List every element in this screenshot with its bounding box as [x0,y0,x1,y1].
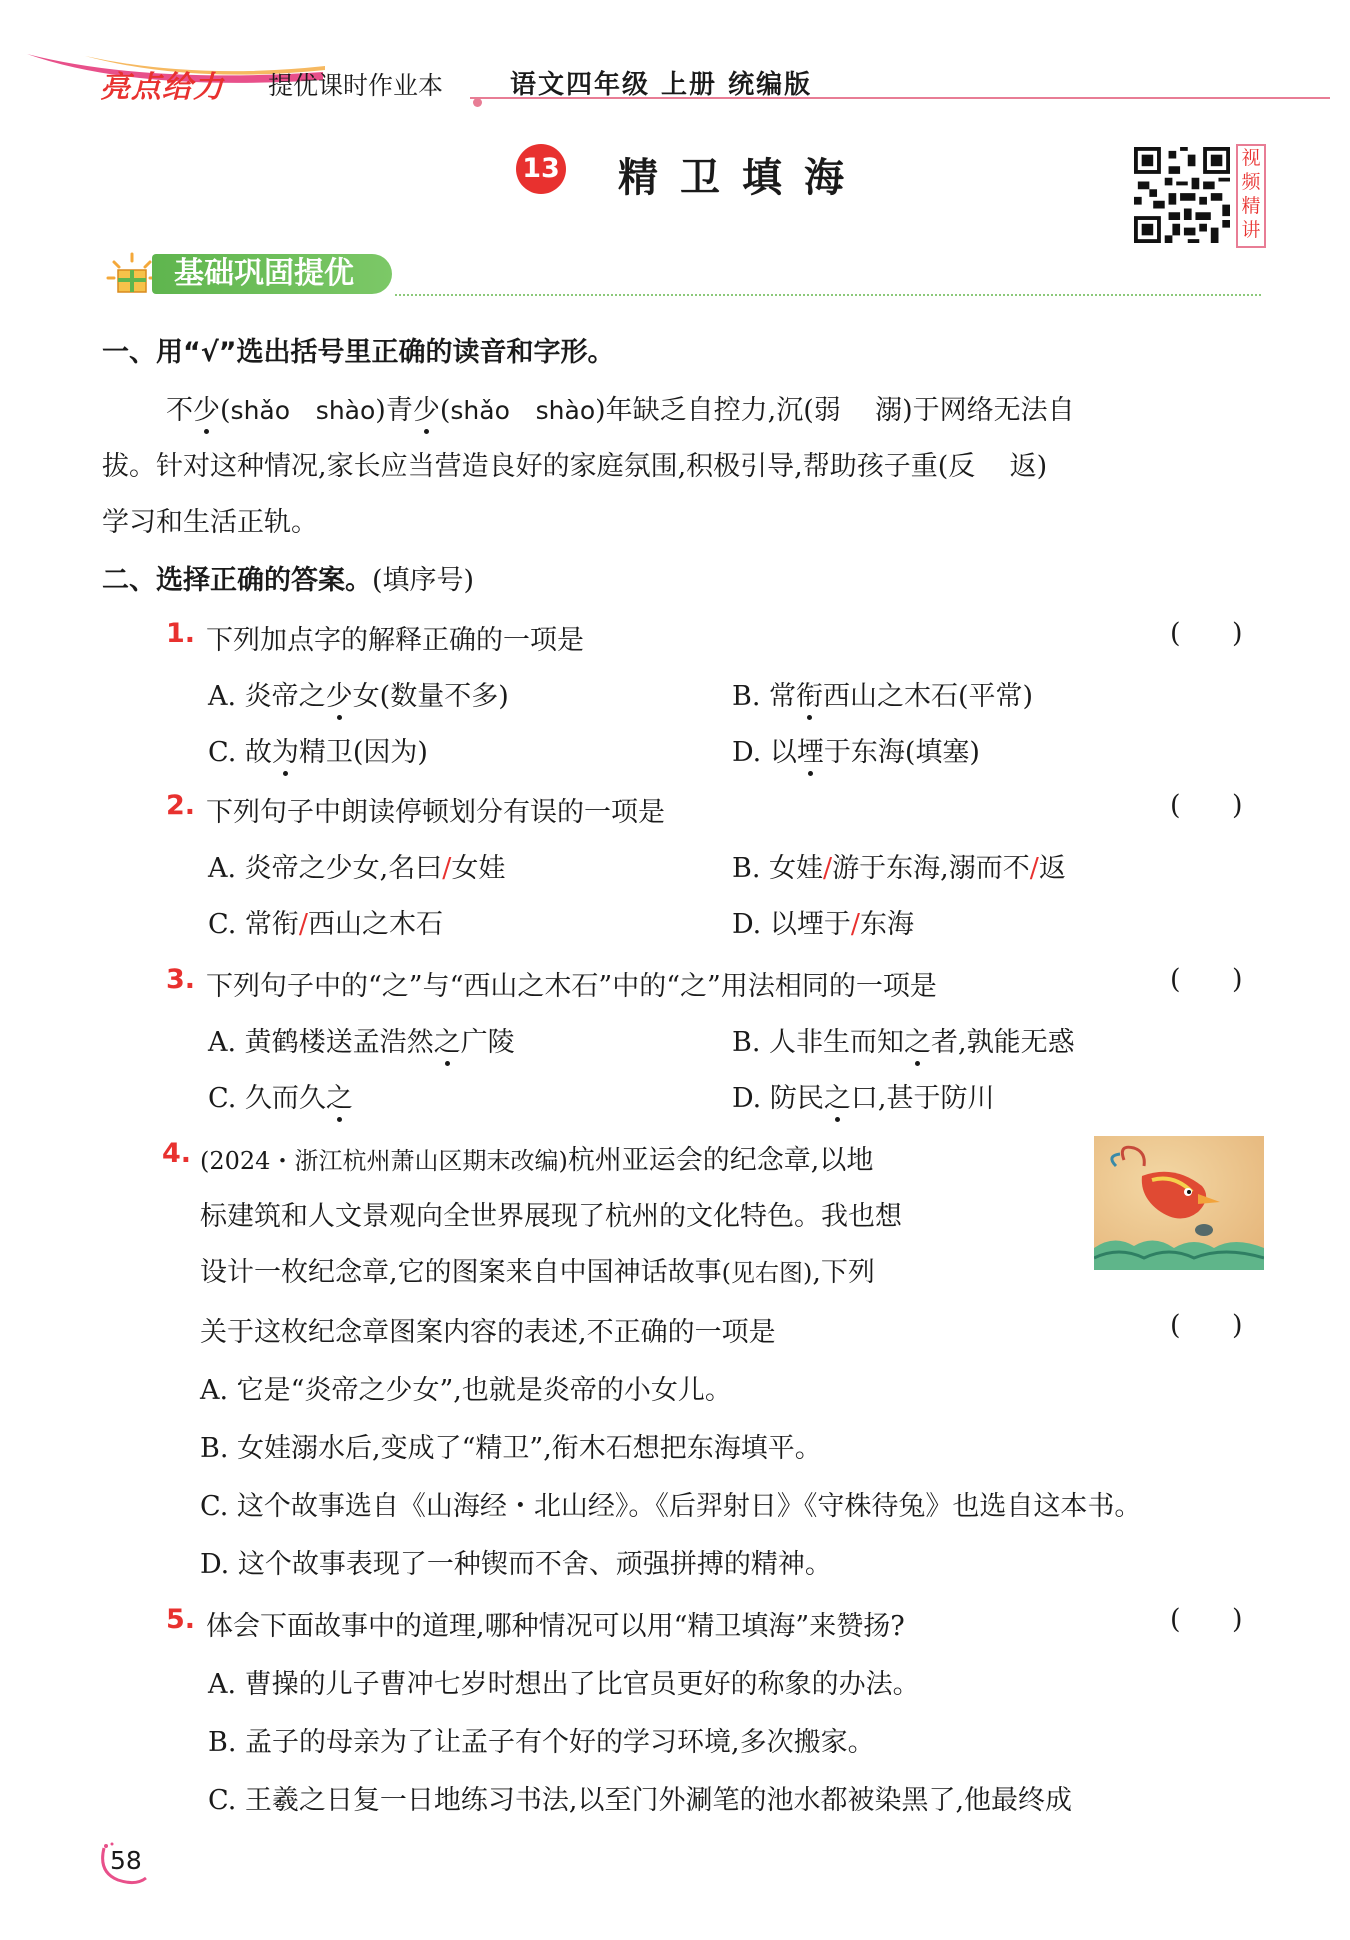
qr-code-icon[interactable] [1134,145,1230,245]
q3-option-d[interactable] [732,1076,994,1115]
text: 者,孰能无惑 [931,1027,1075,1058]
q1-option-a[interactable] [208,674,509,713]
q2-stem: 下列句子中朗读停顿划分有误的一项是 [206,797,665,828]
video-explain-label: 视频精讲 [1236,144,1266,248]
text: )年缺乏自控力,沉(弱 溺)于网络无法自 [595,395,1075,426]
q3-option-c[interactable] [208,1076,353,1115]
part1-line1 [166,388,1075,427]
text: D. 防民 [732,1083,824,1114]
q4-line3 [200,1250,875,1289]
text: )青 [375,395,413,426]
part1-heading [102,330,615,369]
q2-option-d[interactable] [732,902,914,941]
text: 西山之木石 [307,909,443,940]
q2-option-c[interactable] [208,902,443,941]
gap [290,395,316,426]
text: C. 久而久 [208,1083,326,1114]
pinyin-option[interactable]: shǎo [450,396,510,425]
dotted-char: 之 [434,1020,461,1059]
text: B. 常 [732,681,797,712]
dotted-char: 之 [824,1076,851,1115]
part1-heading-b: ”选出括号里正确的读音和字形。 [218,337,615,368]
q2-answer-blank[interactable]: ( ) [1170,790,1243,821]
q5-option-b[interactable]: B. 孟子的母亲为了让孟子有个好的学习环境,多次搬家。 [208,1727,875,1758]
text: 东海 [859,909,914,940]
text: D. 以堙于 [732,909,851,940]
lesson-number-badge: 13 [516,144,566,194]
brand-subtitle: 提优课时作业本 [268,71,444,100]
text: 口,甚于防川 [850,1083,995,1114]
part2-heading-text: 二、选择正确的答案。 [102,565,372,596]
q1-option-b[interactable] [732,674,1033,713]
q5-stem: 体会下面故事中的道理,哪种情况可以用“精卫填海”来赞扬? [206,1611,905,1642]
pause-slash: / [442,853,452,884]
q3-answer-blank[interactable]: ( ) [1170,964,1243,995]
part1-line2: 拔。针对这种情况,家长应当营造良好的家庭氛围,积极引导,帮助孩子重(反 返) [102,451,1048,482]
q5-option-a[interactable]: A. 曹操的儿子曹冲七岁时想出了比官员更好的称象的办法。 [208,1669,920,1700]
section-dotted-line [395,294,1261,296]
page-number: 58 [110,1846,142,1875]
text: ,下列 [812,1257,875,1288]
section-banner: 基础巩固提优 [152,254,392,294]
part2-heading-tail: (填序号) [372,565,475,596]
text: 于东海(填塞) [823,737,980,768]
q4-line2: 标建筑和人文景观向全世界展现了杭州的文化特色。我也想 [200,1201,902,1232]
text: 设计一枚纪念章,它的图案来自中国神话故事 [200,1257,722,1288]
text: 游于东海,溺而不 [832,853,1030,884]
jingwei-bird-illustration [1094,1136,1264,1270]
q4-number: 4. [162,1138,192,1169]
q1-option-c[interactable] [208,730,428,769]
q3-stem: 下列句子中的“之”与“西山之木石”中的“之”用法相同的一项是 [206,971,937,1002]
pause-slash: / [823,853,833,884]
q4-line1 [200,1138,873,1177]
text: ( [220,395,231,426]
q4-option-d[interactable]: D. 这个故事表现了一种锲而不舍、顽强拼搏的精神。 [200,1549,832,1580]
text: 女(数量不多) [352,681,509,712]
q4-option-c[interactable]: C. 这个故事选自《山海经・北山经》。《后羿射日》《守株待兔》也选自这本书。 [200,1491,1142,1522]
pause-slash: / [1029,853,1039,884]
q1-option-d[interactable] [732,730,980,769]
text: A. 黄鹤楼送孟浩然 [208,1027,434,1058]
brand-logo: 亮点给力 [100,70,224,105]
text: 广陵 [460,1027,515,1058]
text: A. 炎帝之 [208,681,326,712]
q1-number: 1. [166,618,196,649]
check-mark-icon: √ [200,337,219,368]
text: 杭州亚运会的纪念章,以地 [567,1145,874,1176]
gift-sun-icon [106,252,158,296]
part1-line3: 学习和生活正轨。 [102,507,318,538]
q5-answer-blank[interactable]: ( ) [1170,1604,1243,1635]
q5-number: 5. [166,1604,196,1635]
q5-option-c[interactable]: C. 王羲之日复一日地练习书法,以至门外涮笔的池水都被染黑了,他最终成 [208,1785,1073,1816]
q2-number: 2. [166,790,196,821]
text: B. 人非生而知 [732,1027,905,1058]
q3-number: 3. [166,964,196,995]
dotted-char: 为 [272,730,299,769]
text: 不 [166,395,193,426]
pause-slash: / [298,909,308,940]
q1-stem: 下列加点字的解释正确的一项是 [206,625,584,656]
part2-heading [102,558,474,597]
text: 返 [1038,853,1066,884]
q3-option-b[interactable] [732,1020,1075,1059]
pinyin-option[interactable]: shào [535,396,596,425]
q4-source: (2024・浙江杭州萧山区期末改编) [200,1147,568,1175]
part1-heading-a: 一、用“ [102,337,201,368]
q4-option-b[interactable]: B. 女娃溺水后,变成了“精卫”,衔木石想把东海填平。 [200,1433,822,1464]
text: 精卫(因为) [298,737,428,768]
pinyin-option[interactable]: shǎo [230,396,291,425]
q3-option-a[interactable] [208,1020,515,1059]
lesson-title: 精卫填海 [618,154,866,201]
dotted-char: 衔 [796,674,823,713]
q1-answer-blank[interactable]: ( ) [1170,618,1243,649]
text: C. 常衔 [208,909,299,940]
q2-option-b[interactable] [732,846,1066,885]
dotted-char: 少 [326,674,353,713]
dotted-char: 少 [193,388,220,427]
q4-option-a[interactable]: A. 它是“炎帝之少女”,也就是炎帝的小女儿。 [200,1375,732,1406]
text: 女娃 [451,853,506,884]
text: B. 女娃 [732,853,824,884]
dotted-char: 少 [413,388,440,427]
text: D. 以 [732,737,797,768]
text: A. 炎帝之少女,名曰 [208,853,443,884]
text: 西山之木石(平常) [823,681,1034,712]
header-dot [473,98,482,107]
text: ( [439,395,451,426]
text: (见右图) [721,1259,813,1287]
dotted-char: 之 [326,1076,353,1115]
q4-answer-blank[interactable]: ( ) [1170,1310,1243,1341]
dotted-char: 之 [904,1020,931,1059]
dotted-char: 堙 [797,730,824,769]
q2-option-a[interactable] [208,846,505,885]
book-info: 语文四年级 上册 统编版 [510,70,813,100]
pause-slash: / [850,909,860,940]
q4-line4: 关于这枚纪念章图案内容的表述,不正确的一项是 [200,1317,776,1348]
text: C. 故 [208,737,272,768]
gap [510,395,536,426]
pinyin-option[interactable]: shào [315,396,376,425]
